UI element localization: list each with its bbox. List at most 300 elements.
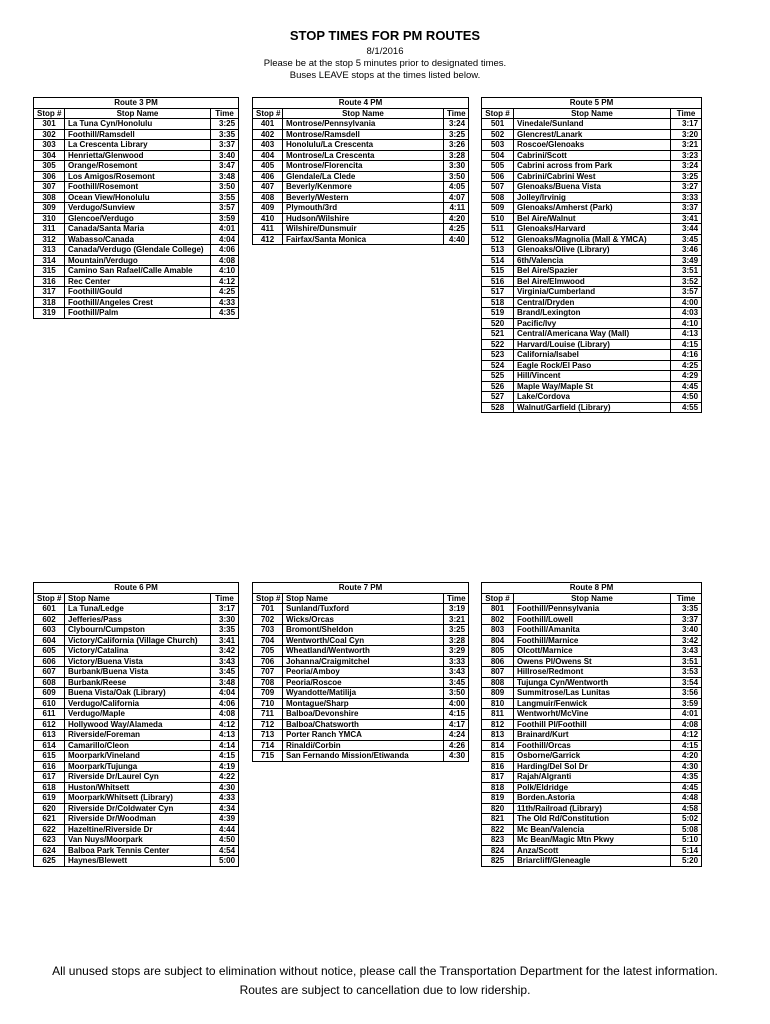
- stop-number: 619: [34, 793, 65, 804]
- stop-time: 3:54: [671, 677, 702, 688]
- stop-time: 4:25: [671, 360, 702, 371]
- table-row: [482, 276, 702, 287]
- route-title: Route 3 PM: [34, 98, 239, 109]
- route-title-row: [253, 583, 469, 594]
- table-row: [482, 730, 702, 741]
- stop-name: Glencoe/Verdugo: [65, 213, 211, 224]
- stop-name: Cabrini/Cabrini West: [514, 171, 671, 182]
- stop-name: Borden.Astoria: [514, 793, 671, 804]
- stop-number: 501: [482, 119, 514, 130]
- stop-number: 408: [253, 192, 283, 203]
- stop-name-header: Stop Name: [514, 593, 671, 604]
- table-row: [482, 245, 702, 256]
- table-row: [482, 318, 702, 329]
- stop-name: Plymouth/3rd: [283, 203, 444, 214]
- stop-number: 402: [253, 129, 283, 140]
- stop-name: Foothill/Orcas: [514, 740, 671, 751]
- stop-time: 4:03: [671, 308, 702, 319]
- stop-time: 3:23: [671, 150, 702, 161]
- stop-number: 309: [34, 203, 65, 214]
- table-row: [34, 740, 239, 751]
- table-row: [34, 845, 239, 856]
- table-row: [253, 740, 469, 751]
- stop-number: 812: [482, 719, 514, 730]
- stop-time: 4:10: [671, 318, 702, 329]
- stop-number: 411: [253, 224, 283, 235]
- stop-number: 308: [34, 192, 65, 203]
- stop-number: 607: [34, 667, 65, 678]
- stop-time: 4:06: [211, 245, 239, 256]
- time-header: Time: [444, 593, 469, 604]
- table-row: [482, 266, 702, 277]
- stop-time: 3:57: [671, 287, 702, 298]
- stop-time: 4:08: [211, 709, 239, 720]
- stop-number-header: Stop #: [482, 593, 514, 604]
- stop-name: Montague/Sharp: [283, 698, 444, 709]
- stop-time: 3:45: [211, 667, 239, 678]
- stop-name: Foothill/Lowell: [514, 614, 671, 625]
- stop-time: 4:13: [211, 730, 239, 741]
- stop-number: 317: [34, 287, 65, 298]
- stop-time: 3:40: [671, 625, 702, 636]
- column-header-row: [482, 593, 702, 604]
- stop-name: Hollywood Way/Alameda: [65, 719, 211, 730]
- stop-name: Van Nuys/Moorpark: [65, 835, 211, 846]
- time-header: Time: [211, 108, 239, 119]
- stop-time: 4:58: [671, 803, 702, 814]
- stop-name: Roscoe/Glenoaks: [514, 140, 671, 151]
- stop-name: Riverside/Foreman: [65, 730, 211, 741]
- table-row: [482, 604, 702, 615]
- stop-name: Glendale/La Clede: [283, 171, 444, 182]
- table-row: [482, 614, 702, 625]
- table-row: [482, 688, 702, 699]
- stop-name: La Tuna Cyn/Honolulu: [65, 119, 211, 130]
- table-row: [253, 625, 469, 636]
- stop-name: Walnut/Garfield (Library): [514, 402, 671, 413]
- stop-time: 4:35: [211, 308, 239, 319]
- stop-number: 707: [253, 667, 283, 678]
- stop-number: 603: [34, 625, 65, 636]
- stop-number: 514: [482, 255, 514, 266]
- table-row: [482, 287, 702, 298]
- stop-number: 708: [253, 677, 283, 688]
- stop-name: Johanna/Craigmitchel: [283, 656, 444, 667]
- route-title: Route 4 PM: [253, 98, 469, 109]
- column-header-row: [253, 593, 469, 604]
- stop-time: 4:25: [444, 224, 469, 235]
- stop-time: 3:57: [211, 203, 239, 214]
- stop-time: 3:53: [671, 667, 702, 678]
- stop-time: 4:35: [671, 772, 702, 783]
- stop-name: Maple Way/Maple St: [514, 381, 671, 392]
- stop-time: 4:07: [444, 192, 469, 203]
- table-row: [253, 119, 469, 130]
- stop-name: Burbank/Reese: [65, 677, 211, 688]
- stop-number: 625: [34, 856, 65, 867]
- stop-number: 403: [253, 140, 283, 151]
- table-row: [482, 150, 702, 161]
- instruction-line: Buses LEAVE stops at the times listed below.: [289, 70, 481, 81]
- stop-time: 3:51: [671, 656, 702, 667]
- stop-time: 3:45: [671, 234, 702, 245]
- table-row: [34, 213, 239, 224]
- stop-number: 710: [253, 698, 283, 709]
- stop-number-header: Stop #: [34, 593, 65, 604]
- stop-number: 508: [482, 192, 514, 203]
- stop-name: Briarcliff/Gleneagle: [514, 856, 671, 867]
- stop-number: 510: [482, 213, 514, 224]
- stop-number: 507: [482, 182, 514, 193]
- table-row: [34, 182, 239, 193]
- stop-number: 409: [253, 203, 283, 214]
- table-row: [482, 140, 702, 151]
- stop-time: 3:33: [671, 192, 702, 203]
- stop-number: 608: [34, 677, 65, 688]
- stop-name: Owens Pl/Owens St: [514, 656, 671, 667]
- stop-number: 505: [482, 161, 514, 172]
- stop-number: 623: [34, 835, 65, 846]
- stop-number: 524: [482, 360, 514, 371]
- table-row: [34, 719, 239, 730]
- table-row: [34, 245, 239, 256]
- stop-number: 809: [482, 688, 514, 699]
- stop-number: 815: [482, 751, 514, 762]
- stop-name: Canada/Verdugo (Glendale College): [65, 245, 211, 256]
- stop-time: 3:59: [671, 698, 702, 709]
- stop-name: Montrose/Pennsylvania: [283, 119, 444, 130]
- stop-number: 311: [34, 224, 65, 235]
- time-header: Time: [671, 593, 702, 604]
- stop-time: 3:42: [211, 646, 239, 657]
- table-row: [482, 761, 702, 772]
- stop-name: Brainard/Kurt: [514, 730, 671, 741]
- stop-time: 4:12: [671, 730, 702, 741]
- table-row: [253, 203, 469, 214]
- stop-time: 4:06: [211, 698, 239, 709]
- stop-number: 605: [34, 646, 65, 657]
- stop-time: 4:20: [444, 213, 469, 224]
- stop-name: Hazeltine/Riverside Dr: [65, 824, 211, 835]
- stop-number: 602: [34, 614, 65, 625]
- table-row: [482, 329, 702, 340]
- stop-time: 5:08: [671, 824, 702, 835]
- stop-time: 4:30: [671, 761, 702, 772]
- stop-time: 3:21: [671, 140, 702, 151]
- stop-time: 4:00: [444, 698, 469, 709]
- stop-number: 303: [34, 140, 65, 151]
- stop-time: 3:43: [671, 646, 702, 657]
- stop-time: 5:00: [211, 856, 239, 867]
- table-row: [253, 677, 469, 688]
- table-row: [34, 234, 239, 245]
- table-row: [253, 161, 469, 172]
- stop-name: Mc Bean/Magic Mtn Pkwy: [514, 835, 671, 846]
- stop-name: La Tuna/Ledge: [65, 604, 211, 615]
- stop-time: 3:28: [444, 150, 469, 161]
- stop-number: 816: [482, 761, 514, 772]
- table-row: [34, 730, 239, 741]
- stop-number-header: Stop #: [34, 108, 65, 119]
- table-row: [253, 688, 469, 699]
- stop-name: Peoria/Amboy: [283, 667, 444, 678]
- stop-time: 4:15: [211, 751, 239, 762]
- table-row: [34, 255, 239, 266]
- stop-number: 307: [34, 182, 65, 193]
- stop-name: Foothill/Angeles Crest: [65, 297, 211, 308]
- stop-number: 620: [34, 803, 65, 814]
- table-row: [34, 751, 239, 762]
- stop-number: 516: [482, 276, 514, 287]
- stop-number: 528: [482, 402, 514, 413]
- stop-number: 518: [482, 297, 514, 308]
- stop-number: 512: [482, 234, 514, 245]
- stop-name: Ocean View/Honolulu: [65, 192, 211, 203]
- stop-time: 4:14: [211, 740, 239, 751]
- stop-name: Honolulu/La Crescenta: [283, 140, 444, 151]
- stop-number: 711: [253, 709, 283, 720]
- table-row: [34, 192, 239, 203]
- table-row: [253, 150, 469, 161]
- stop-number: 312: [34, 234, 65, 245]
- column-header-row: [34, 593, 239, 604]
- stop-name: Mountain/Verdugo: [65, 255, 211, 266]
- table-row: [253, 171, 469, 182]
- stop-time: 3:41: [211, 635, 239, 646]
- stop-name-header: Stop Name: [514, 108, 671, 119]
- stop-time: 3:48: [211, 677, 239, 688]
- table-row: [34, 308, 239, 319]
- stop-name: Pacific/Ivy: [514, 318, 671, 329]
- stop-name: Foothill/Palm: [65, 308, 211, 319]
- stop-number: 808: [482, 677, 514, 688]
- route-title-row: [253, 98, 469, 109]
- stop-name: Clybourn/Cumpston: [65, 625, 211, 636]
- stop-name: Moorpark/Tujunga: [65, 761, 211, 772]
- table-row: [34, 614, 239, 625]
- stop-name: Balboa Park Tennis Center: [65, 845, 211, 856]
- stop-number: 807: [482, 667, 514, 678]
- route-4-table: [252, 97, 469, 245]
- stop-time: 3:51: [671, 266, 702, 277]
- stop-time: 4:15: [671, 339, 702, 350]
- stop-number: 714: [253, 740, 283, 751]
- stop-time: 4:01: [671, 709, 702, 720]
- table-row: [34, 266, 239, 277]
- stop-time: 3:55: [211, 192, 239, 203]
- stop-name: Camarillo/Cleon: [65, 740, 211, 751]
- stop-name: Victory/Buena Vista: [65, 656, 211, 667]
- stop-name-header: Stop Name: [65, 593, 211, 604]
- stop-number: 823: [482, 835, 514, 846]
- stop-number: 805: [482, 646, 514, 657]
- column-header-row: [253, 108, 469, 119]
- stop-time: 3:40: [211, 150, 239, 161]
- table-row: [253, 192, 469, 203]
- table-row: [482, 740, 702, 751]
- stop-time: 4:15: [444, 709, 469, 720]
- stop-name: Foothill/Amanita: [514, 625, 671, 636]
- stop-time: 3:59: [211, 213, 239, 224]
- stop-name: San Fernando Mission/Etiwanda: [283, 751, 444, 762]
- stop-name: Sunland/Tuxford: [283, 604, 444, 615]
- stop-number: 822: [482, 824, 514, 835]
- stop-name: Fairfax/Santa Monica: [283, 234, 444, 245]
- stop-time: 3:43: [444, 667, 469, 678]
- stop-name: Harding/Del Sol Dr: [514, 761, 671, 772]
- table-row: [482, 392, 702, 403]
- table-row: [34, 604, 239, 615]
- stop-time: 3:24: [671, 161, 702, 172]
- stop-time: 4:05: [444, 182, 469, 193]
- table-row: [482, 835, 702, 846]
- table-row: [482, 782, 702, 793]
- stop-number: 803: [482, 625, 514, 636]
- table-row: [34, 625, 239, 636]
- stop-number: 515: [482, 266, 514, 277]
- table-row: [482, 709, 702, 720]
- table-row: [482, 171, 702, 182]
- stop-name: Buena Vista/Oak (Library): [65, 688, 211, 699]
- stop-name: Montrose/La Crescenta: [283, 150, 444, 161]
- stop-name: Wentworth/Coal Cyn: [283, 635, 444, 646]
- stop-number: 502: [482, 129, 514, 140]
- stop-number: 521: [482, 329, 514, 340]
- stop-number: 504: [482, 150, 514, 161]
- stop-number: 526: [482, 381, 514, 392]
- stop-time: 3:25: [444, 625, 469, 636]
- stop-time: 4:34: [211, 803, 239, 814]
- stop-time: 5:14: [671, 845, 702, 856]
- stop-time: 4:30: [211, 782, 239, 793]
- stop-number-header: Stop #: [253, 593, 283, 604]
- stop-number: 509: [482, 203, 514, 214]
- stop-name: Glenoaks/Magnolia (Mall & YMCA): [514, 234, 671, 245]
- stop-name: Riverside Dr/Laurel Cyn: [65, 772, 211, 783]
- stop-number: 404: [253, 150, 283, 161]
- table-row: [482, 856, 702, 867]
- stop-name: Wyandotte/Matilija: [283, 688, 444, 699]
- stop-number: 313: [34, 245, 65, 256]
- stop-number-header: Stop #: [482, 108, 514, 119]
- stop-time: 4:12: [211, 276, 239, 287]
- table-row: [482, 224, 702, 235]
- stop-number: 804: [482, 635, 514, 646]
- page-title: STOP TIMES FOR PM ROUTES: [289, 28, 481, 43]
- stop-time: 3:25: [671, 171, 702, 182]
- stop-time: 3:28: [444, 635, 469, 646]
- stop-name: Jefferies/Pass: [65, 614, 211, 625]
- stop-name: Verdugo/California: [65, 698, 211, 709]
- stop-number: 314: [34, 255, 65, 266]
- route-5-table: [481, 97, 702, 413]
- stop-name: Osborne/Garrick: [514, 751, 671, 762]
- stop-number: 709: [253, 688, 283, 699]
- table-row: [482, 297, 702, 308]
- stop-time: 4:44: [211, 824, 239, 835]
- table-row: [253, 213, 469, 224]
- stop-time: 4:24: [444, 730, 469, 741]
- table-row: [253, 635, 469, 646]
- table-row: [253, 646, 469, 657]
- stop-number: 519: [482, 308, 514, 319]
- stop-name: Verdugo/Maple: [65, 709, 211, 720]
- stop-time: 4:17: [444, 719, 469, 730]
- stop-number: 527: [482, 392, 514, 403]
- stop-name: Victory/California (Village Church): [65, 635, 211, 646]
- route-title-row: [34, 583, 239, 594]
- table-row: [482, 646, 702, 657]
- stop-number: 617: [34, 772, 65, 783]
- stop-time: 3:27: [671, 182, 702, 193]
- table-row: [482, 772, 702, 783]
- stop-name: Camino San Rafael/Calle Amable: [65, 266, 211, 277]
- table-row: [34, 709, 239, 720]
- table-row: [253, 698, 469, 709]
- route-title: Route 6 PM: [34, 583, 239, 594]
- stop-time: 4:54: [211, 845, 239, 856]
- stop-time: 4:40: [444, 234, 469, 245]
- stop-time: 3:17: [211, 604, 239, 615]
- stop-number: 701: [253, 604, 283, 615]
- instruction-line: Please be at the stop 5 minutes prior to designated times.: [263, 58, 507, 69]
- stop-name: Moorpark/Vineland: [65, 751, 211, 762]
- stop-number: 622: [34, 824, 65, 835]
- table-row: [34, 824, 239, 835]
- stop-number: 406: [253, 171, 283, 182]
- table-row: [482, 656, 702, 667]
- table-row: [34, 761, 239, 772]
- table-row: [253, 709, 469, 720]
- stop-name: The Old Rd/Constitution: [514, 814, 671, 825]
- stop-time: 3:17: [671, 119, 702, 130]
- route-title: Route 7 PM: [253, 583, 469, 594]
- stop-name: Hill/Vincent: [514, 371, 671, 382]
- stop-name: Vinedale/Sunland: [514, 119, 671, 130]
- stop-name: Bel Aire/Elmwood: [514, 276, 671, 287]
- table-row: [34, 793, 239, 804]
- stop-number: 613: [34, 730, 65, 741]
- stop-name: Burbank/Buena Vista: [65, 667, 211, 678]
- stop-name: Polk/Eldridge: [514, 782, 671, 793]
- stop-number: 517: [482, 287, 514, 298]
- table-row: [34, 677, 239, 688]
- table-row: [253, 604, 469, 615]
- stop-time: 4:19: [211, 761, 239, 772]
- stop-time: 4:04: [211, 688, 239, 699]
- stop-name-header: Stop Name: [283, 593, 444, 604]
- table-row: [34, 119, 239, 130]
- stop-number: 817: [482, 772, 514, 783]
- stop-number: 310: [34, 213, 65, 224]
- stop-number: 712: [253, 719, 283, 730]
- stop-name: Bel Aire/Spazier: [514, 266, 671, 277]
- route-7-table: [252, 582, 469, 762]
- stop-name: Montrose/Florencita: [283, 161, 444, 172]
- stop-number: 316: [34, 276, 65, 287]
- stop-time: 4:33: [211, 297, 239, 308]
- route-8-table: [481, 582, 702, 867]
- table-row: [482, 698, 702, 709]
- stop-number: 818: [482, 782, 514, 793]
- stop-number: 819: [482, 793, 514, 804]
- stop-name: Glencrest/Lanark: [514, 129, 671, 140]
- stop-name: Wilshire/Dunsmuir: [283, 224, 444, 235]
- stop-name: Lake/Cordova: [514, 392, 671, 403]
- stop-name: Foothill/Ramsdell: [65, 129, 211, 140]
- stop-time: 4:25: [211, 287, 239, 298]
- table-row: [482, 814, 702, 825]
